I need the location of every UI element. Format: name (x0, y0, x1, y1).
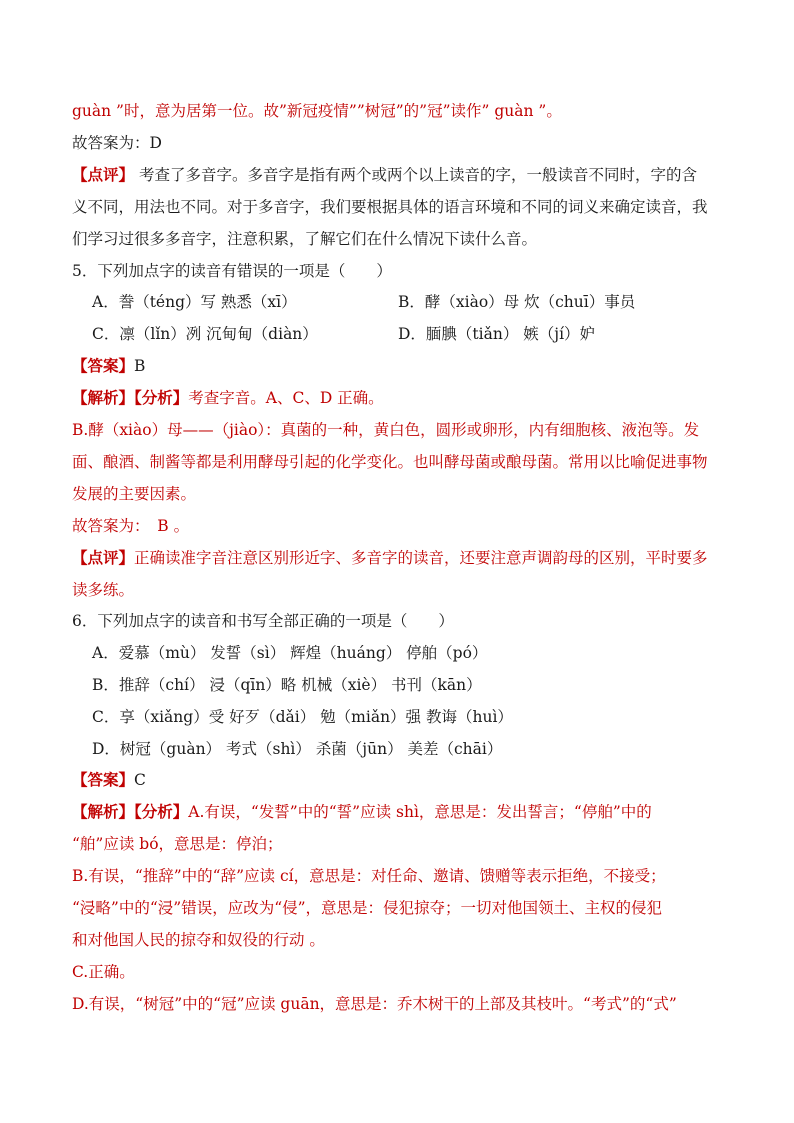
q4-comment-line-2: 义不同，用法也不同。对于多音字，我们要根据具体的语言环境和不同的词义来确定读音，我 (72, 198, 708, 216)
comment-label: 【点评】 (72, 548, 135, 567)
q5-final-answer: 故答案为： B 。 (72, 517, 190, 535)
comment-text: 正确读准字音注意区别形近字、多音字的读音，还要注意声调韵母的区别，平时要多 (134, 549, 708, 567)
q6-analysis-line-7: D.有误，“树冠”中的“冠”应读 guān，意思是：乔木树干的上部及其枝叶。“考式”的“式” (72, 995, 677, 1013)
q5-option-c: C．凛（lǐn）冽 沉甸甸（diàn） (92, 325, 318, 343)
answer-value: B (134, 357, 146, 375)
q5-analysis-line-4: 发展的主要因素。 (72, 485, 197, 503)
q5-stem: 5．下列加点字的读音有错误的一项是（ ） (72, 262, 392, 280)
q4-answer: 故答案为：D (72, 134, 162, 152)
q4-comment-line-3: 们学习过很多多音字，注意积累，了解它们在什么情况下读什么音。 (72, 230, 538, 248)
comment-text: 考查了多音字。多音字是指有两个或两个以上读音的字，一般读音不同时，字的含 (134, 166, 697, 184)
q6-option-a: A．爱慕（mù） 发誓（sì） 辉煌（huáng） 停舶（pó） (92, 644, 488, 662)
q6-analysis-line-5: 和对他国人民的掠夺和奴役的行动 。 (72, 931, 325, 949)
q6-answer (72, 770, 732, 790)
q5-option-a: A．誊（téng）写 熟悉（xī） (92, 293, 297, 311)
q5-comment-line-1 (72, 548, 732, 568)
q6-option-c: C．享（xiǎng）受 好歹（dǎi） 勉（miǎn）强 教诲（huì） (92, 708, 513, 726)
q5-answer (72, 356, 732, 376)
q5-analysis-line-1 (72, 388, 732, 408)
q5-analysis-line-2: B.酵（xiào）母——（jiào）：真菌的一种，黄白色，圆形或卵形，内有细胞核、液泡等。发 (72, 421, 700, 439)
q5-analysis-line-3: 面、酿酒、制酱等都是利用酵母引起的化学变化。也叫酵母菌或酿母菌。常用以比喻促进事物 (72, 453, 708, 471)
q6-analysis-line-2: “舶”应读 bó，意思是：停泊； (72, 835, 283, 853)
analysis-text: A.有误，“发誓”中的“誓”应读 shì，意思是：发出誓言；“停舶”中的 (188, 803, 652, 821)
comment-label: 【点评】 (72, 165, 135, 184)
q5-option-d: D．腼腆（tiǎn） 嫉（jí）妒 (398, 325, 596, 343)
q6-analysis-line-4: “浸略”中的“浸”错误，应改为“侵”，意思是：侵犯掠夺；一切对他国领土、主权的侵犯 (72, 899, 663, 917)
q5-option-b: B．酵（xiào）母 炊（chuī）事员 (398, 293, 636, 311)
analysis-text: 考查字音。A、C、D 正确。 (188, 389, 384, 407)
answer-label: 【答案】 (72, 356, 135, 375)
q6-analysis-line-6: C.正确。 (72, 963, 135, 981)
q4-explanation-line: guàn ”时，意为居第一位。故”新冠疫情””树冠”的”冠”读作” guàn ”。 (72, 102, 562, 120)
q6-analysis-line-1 (72, 802, 732, 822)
q6-option-b: B．推辞（chí） 浸（qīn）略 机械（xiè） 书刊（kān） (92, 676, 482, 694)
q6-option-d: D．树冠（guàn） 考式（shì） 杀菌（jūn） 美差（chāi） (92, 740, 503, 758)
q5-comment-line-2: 读多练。 (72, 581, 135, 599)
answer-label: 【答案】 (72, 770, 135, 789)
q4-comment-line-1 (72, 165, 732, 185)
answer-value: C (134, 771, 146, 789)
analysis-label: 【解析】【分析】 (72, 388, 189, 407)
q6-analysis-line-3: B.有误，“推辞”中的“辞”应读 cí，意思是：对任命、邀请、馈赠等表示拒绝，不接受； (72, 867, 666, 885)
q6-stem: 6．下列加点字的读音和书写全部正确的一项是（ ） (72, 612, 454, 630)
analysis-label: 【解析】【分析】 (72, 802, 189, 821)
